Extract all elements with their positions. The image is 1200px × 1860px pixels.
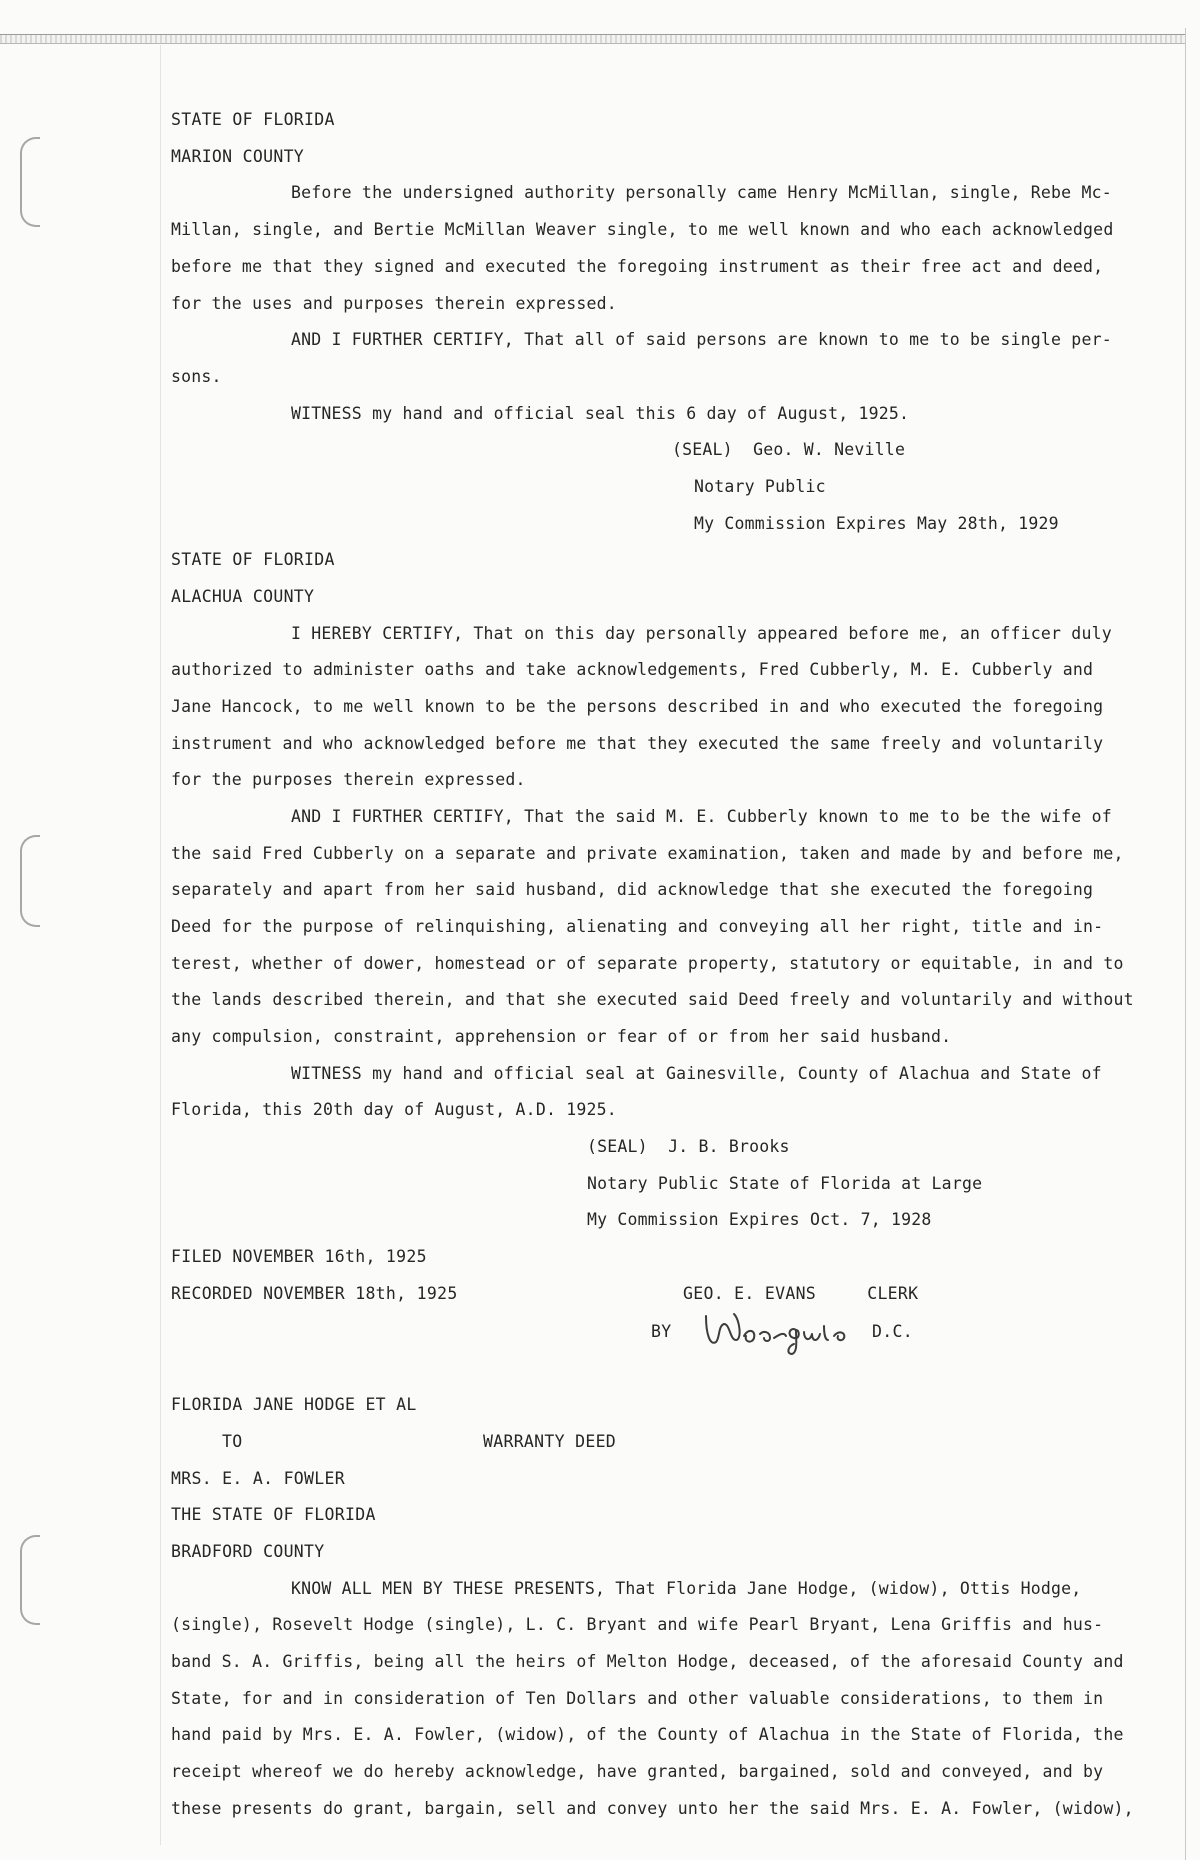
deputy-clerk-signature: [700, 1306, 865, 1358]
body-line: sons.: [171, 367, 222, 386]
body-line: any compulsion, constraint, apprehension or fear of or from her said husband.: [171, 1027, 952, 1046]
body-line: Jane Hancock, to me well known to be the persons described in and who executed the foregoing: [171, 697, 1104, 716]
state-heading: THE STATE OF FLORIDA: [171, 1505, 376, 1524]
body-line: authorized to administer oaths and take acknowledgements, Fred Cubberly, M. E. Cubberly and: [171, 660, 1094, 679]
body-line: Millan, single, and Bertie McMillan Weaver single, to me well known and who each acknowledged: [171, 220, 1114, 239]
witness-line: WITNESS my hand and official seal at Gainesville, County of Alachua and State of: [291, 1064, 1102, 1083]
binder-mark: [20, 137, 40, 227]
body-line: these presents do grant, bargain, sell and convey unto her the said Mrs. E. A. Fowler, (widow),: [171, 1799, 1134, 1818]
binder-mark: [20, 1535, 40, 1625]
county-heading: BRADFORD COUNTY: [171, 1542, 325, 1561]
binder-mark: [20, 835, 40, 927]
body-line: for the uses and purposes therein expressed.: [171, 294, 617, 313]
body-line: Deed for the purpose of relinquishing, alienating and conveying all her right, title and in-: [171, 917, 1104, 936]
clerk-name: GEO. E. EVANS CLERK: [683, 1284, 919, 1303]
grantor-heading: FLORIDA JANE HODGE ET AL: [171, 1395, 417, 1414]
body-line: I HEREBY CERTIFY, That on this day personally appeared before me, an officer duly: [291, 624, 1112, 643]
county-heading: ALACHUA COUNTY: [171, 587, 315, 606]
witness-line: WITNESS my hand and official seal this 6 day of August, 1925.: [291, 404, 910, 423]
grantee-heading: MRS. E. A. FOWLER: [171, 1469, 345, 1488]
notary-seal-name: (SEAL) J. B. Brooks: [587, 1137, 790, 1156]
body-line: (single), Rosevelt Hodge (single), L. C. Bryant and wife Pearl Bryant, Lena Griffis and hus-: [171, 1615, 1104, 1634]
body-line: AND I FURTHER CERTIFY, That the said M. E. Cubberly known to me to be the wife of: [291, 807, 1112, 826]
notary-title: Notary Public State of Florida at Large: [587, 1174, 983, 1193]
notary-seal-name: (SEAL) Geo. W. Neville: [672, 440, 906, 459]
page-edge: [1185, 28, 1186, 1860]
body-line: before me that they signed and executed the foregoing instrument as their free act and deed,: [171, 257, 1104, 276]
filed-date: FILED NOVEMBER 16th, 1925: [171, 1247, 427, 1266]
body-line: the said Fred Cubberly on a separate and private examination, taken and made by and before me,: [171, 844, 1124, 863]
body-line: band S. A. Griffis, being all the heirs of Melton Hodge, deceased, of the aforesaid County and: [171, 1652, 1124, 1671]
body-line: KNOW ALL MEN BY THESE PRESENTS, That Florida Jane Hodge, (widow), Ottis Hodge,: [291, 1579, 1082, 1598]
recorded-date: RECORDED NOVEMBER 18th, 1925: [171, 1284, 458, 1303]
body-line: instrument and who acknowledged before me that they executed the same freely and voluntarily: [171, 734, 1104, 753]
body-line: separately and apart from her said husband, did acknowledge that she executed the foregoing: [171, 880, 1094, 899]
body-line: Before the undersigned authority personally came Henry McMillan, single, Rebe Mc-: [291, 183, 1112, 202]
deed-type: WARRANTY DEED: [483, 1432, 617, 1451]
left-margin: [160, 45, 161, 1845]
by-label: BY: [651, 1322, 672, 1341]
state-heading: STATE OF FLORIDA: [171, 550, 335, 569]
body-line: terest, whether of dower, homestead or of separate property, statutory or equitable, in and to: [171, 954, 1124, 973]
body-line: the lands described therein, and that she executed said Deed freely and voluntarily and without: [171, 990, 1134, 1009]
notary-title: Notary Public: [694, 477, 826, 496]
to-label: TO: [222, 1432, 243, 1451]
body-line: Florida, this 20th day of August, A.D. 1925.: [171, 1100, 617, 1119]
body-line: AND I FURTHER CERTIFY, That all of said persons are known to me to be single per-: [291, 330, 1112, 349]
top-border: [0, 34, 1185, 44]
body-line: for the purposes therein expressed.: [171, 770, 526, 789]
deputy-clerk-label: D.C.: [872, 1322, 913, 1341]
state-heading: STATE OF FLORIDA: [171, 110, 335, 129]
commission-expiry: My Commission Expires May 28th, 1929: [694, 514, 1059, 533]
body-line: State, for and in consideration of Ten Dollars and other valuable considerations, to them in: [171, 1689, 1104, 1708]
commission-expiry: My Commission Expires Oct. 7, 1928: [587, 1210, 932, 1229]
body-line: hand paid by Mrs. E. A. Fowler, (widow), of the County of Alachua in the State of Florida, the: [171, 1725, 1124, 1744]
body-line: receipt whereof we do hereby acknowledge, have granted, bargained, sold and conveyed, and by: [171, 1762, 1104, 1781]
county-heading: MARION COUNTY: [171, 147, 305, 166]
